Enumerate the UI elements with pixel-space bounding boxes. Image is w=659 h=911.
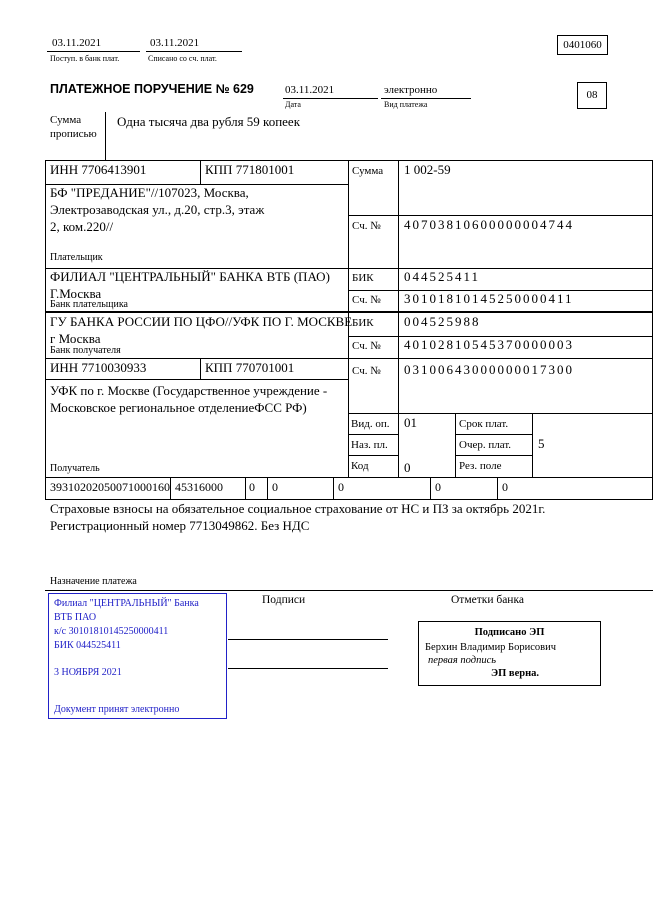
stamp-date: 3 НОЯБРЯ 2021 [54, 667, 122, 678]
payee-bank-account: 40102810545370000003 [404, 337, 574, 352]
grid-line [455, 455, 533, 456]
payer-bank-name: ФИЛИАЛ "ЦЕНТРАЛЬНЫЙ" БАНКА ВТБ (ПАО) [50, 269, 330, 284]
payer-name-line: 2, ком.220// [50, 219, 114, 234]
payee-bank-account-label: Сч. № [352, 340, 381, 352]
payer-name-line: Электрозаводская ул., д.20, стр.3, этаж [50, 202, 265, 217]
bank-stamp [48, 593, 227, 719]
payee-inn: ИНН 7710030933 [50, 360, 147, 375]
grid-line [497, 477, 498, 499]
payer-name-line: БФ "ПРЕДАНИЕ"//107023, Москва, [50, 185, 249, 200]
budget-cell: 39310202050071000160 [50, 480, 170, 494]
grid-line [455, 413, 456, 477]
payer-bank-account-label: Сч. № [352, 294, 381, 306]
esign-signer: Берхин Владимир Борисович [425, 642, 556, 653]
grid-line [652, 160, 653, 499]
payment-kind: электронно [384, 84, 438, 96]
purpose-line: Страховые взносы на обязательное социальное страхование от НС и ПЗ за октябрь 2021г. [50, 501, 546, 516]
grid-line [348, 434, 399, 435]
grid-line [245, 477, 246, 499]
grid-line [455, 434, 533, 435]
grid-line [430, 477, 431, 499]
code-label: Код [351, 460, 369, 472]
stamp-line: БИК 044525411 [54, 640, 121, 651]
grid-line [333, 477, 334, 499]
purpose-section-label: Назначение платежа [50, 576, 137, 587]
priority-label: Очер. плат. [459, 439, 512, 451]
payee-name-line: УФК по г. Москве (Государственное учреждение - [50, 383, 328, 398]
signatures-label: Подписи [262, 594, 306, 606]
grid-line [200, 160, 201, 185]
payer-bank-account: 30101810145250000411 [404, 291, 574, 306]
stamp-line: к/с 30101810145250000411 [54, 626, 169, 637]
payer-account: 40703810600000004744 [404, 217, 574, 232]
payer-kpp: КПП 771801001 [205, 162, 295, 177]
grid-line [532, 413, 533, 477]
debited-date: 03.11.2021 [150, 37, 200, 49]
doc-date: 03.11.2021 [285, 84, 335, 96]
amount-words-value: Одна тысяча два рубля 59 копеек [117, 114, 301, 129]
payee-kpp: КПП 770701001 [205, 360, 295, 375]
grid-line [45, 590, 653, 591]
grid-line [45, 477, 653, 478]
purpose-line: Регистрационный номер 7713049862. Без НДС [50, 518, 310, 533]
payee-bank-section-label: Банк получателя [50, 345, 121, 356]
grid-line [45, 358, 653, 359]
payment-kind-underline [381, 98, 471, 99]
grid-line [45, 160, 653, 161]
payer-account-label: Сч. № [352, 220, 381, 232]
esign-kind: первая подпись [428, 655, 497, 666]
payer-bank-section-label: Банк плательщика [50, 299, 128, 310]
grid-line [45, 311, 653, 313]
grid-line [398, 160, 399, 477]
grid-line [45, 379, 348, 380]
esignature-box [418, 621, 601, 686]
due-date-label: Срок плат. [459, 418, 509, 430]
signature-line [228, 639, 388, 640]
debited-underline [146, 51, 242, 52]
payee-name-line: Московское региональное отделениеФСС РФ) [50, 400, 307, 415]
grid-line [45, 499, 653, 500]
payee-section-label: Получатель [50, 463, 100, 474]
grid-line [348, 413, 653, 414]
received-underline [47, 51, 140, 52]
received-label: Поступ. в банк плат. [50, 54, 120, 63]
payer-bank-bik: 044525411 [404, 269, 481, 284]
payer-section-label: Плательщик [50, 252, 103, 263]
amount-value: 1 002-59 [404, 162, 451, 177]
esign-title: Подписано ЭП [474, 627, 545, 638]
grid-line [200, 358, 201, 380]
payee-bank-city: г Москва [50, 331, 101, 346]
grid-line [105, 112, 106, 160]
payer-inn: ИНН 7706413901 [50, 162, 147, 177]
budget-cell: 0 [249, 480, 255, 494]
payment-kind-label: Вид платежа [384, 100, 428, 109]
purpose-code-label: Наз. пл. [351, 439, 388, 451]
amount-words-label: Сумма прописью [50, 114, 97, 140]
amount-label: Сумма [352, 165, 384, 177]
grid-line [267, 477, 268, 499]
stamp-line: ВТБ ПАО [54, 612, 97, 623]
page-title: ПЛАТЕЖНОЕ ПОРУЧЕНИЕ № 629 [50, 82, 254, 96]
received-date: 03.11.2021 [52, 37, 102, 49]
budget-cell: 0 [502, 480, 508, 494]
op-type-value: 01 [404, 415, 417, 430]
date-underline [283, 98, 378, 99]
grid-line [348, 455, 399, 456]
op-type-label: Вид. оп. [351, 418, 390, 430]
payee-account: 03100643000000017300 [404, 362, 574, 377]
grid-line [348, 215, 653, 216]
priority-value: 5 [538, 436, 545, 451]
bank-marks-label: Отметки банка [451, 594, 524, 606]
budget-cell: 0 [338, 480, 344, 494]
budget-cell: 0 [272, 480, 278, 494]
payer-bank-city: Г.Москва [50, 286, 102, 301]
budget-cell: 45316000 [175, 480, 223, 494]
grid-line [170, 477, 171, 499]
date-label: Дата [285, 100, 301, 109]
payer-bank-bik-label: БИК [352, 272, 374, 284]
stamp-line: Филиал "ЦЕНТРАЛЬНЫЙ" Банка [54, 598, 199, 609]
payee-bank-bik: 004525988 [404, 314, 481, 329]
reserve-label: Рез. поле [459, 460, 502, 472]
signature-line [228, 668, 388, 669]
payee-bank-bik-label: БИК [352, 317, 374, 329]
esign-validity: ЭП верна. [491, 668, 540, 679]
status-code-box: 08 [577, 82, 607, 109]
payee-bank-name: ГУ БАНКА РОССИИ ПО ЦФО//УФК ПО Г. МОСКВЕ [50, 314, 353, 329]
stamp-note: Документ принят электронно [54, 704, 180, 715]
budget-cell: 0 [435, 480, 441, 494]
grid-line [45, 160, 46, 499]
code-value: 0 [404, 460, 411, 475]
debited-label: Списано со сч. плат. [148, 54, 217, 63]
form-code-box: 0401060 [557, 35, 608, 55]
payee-account-label: Сч. № [352, 365, 381, 377]
